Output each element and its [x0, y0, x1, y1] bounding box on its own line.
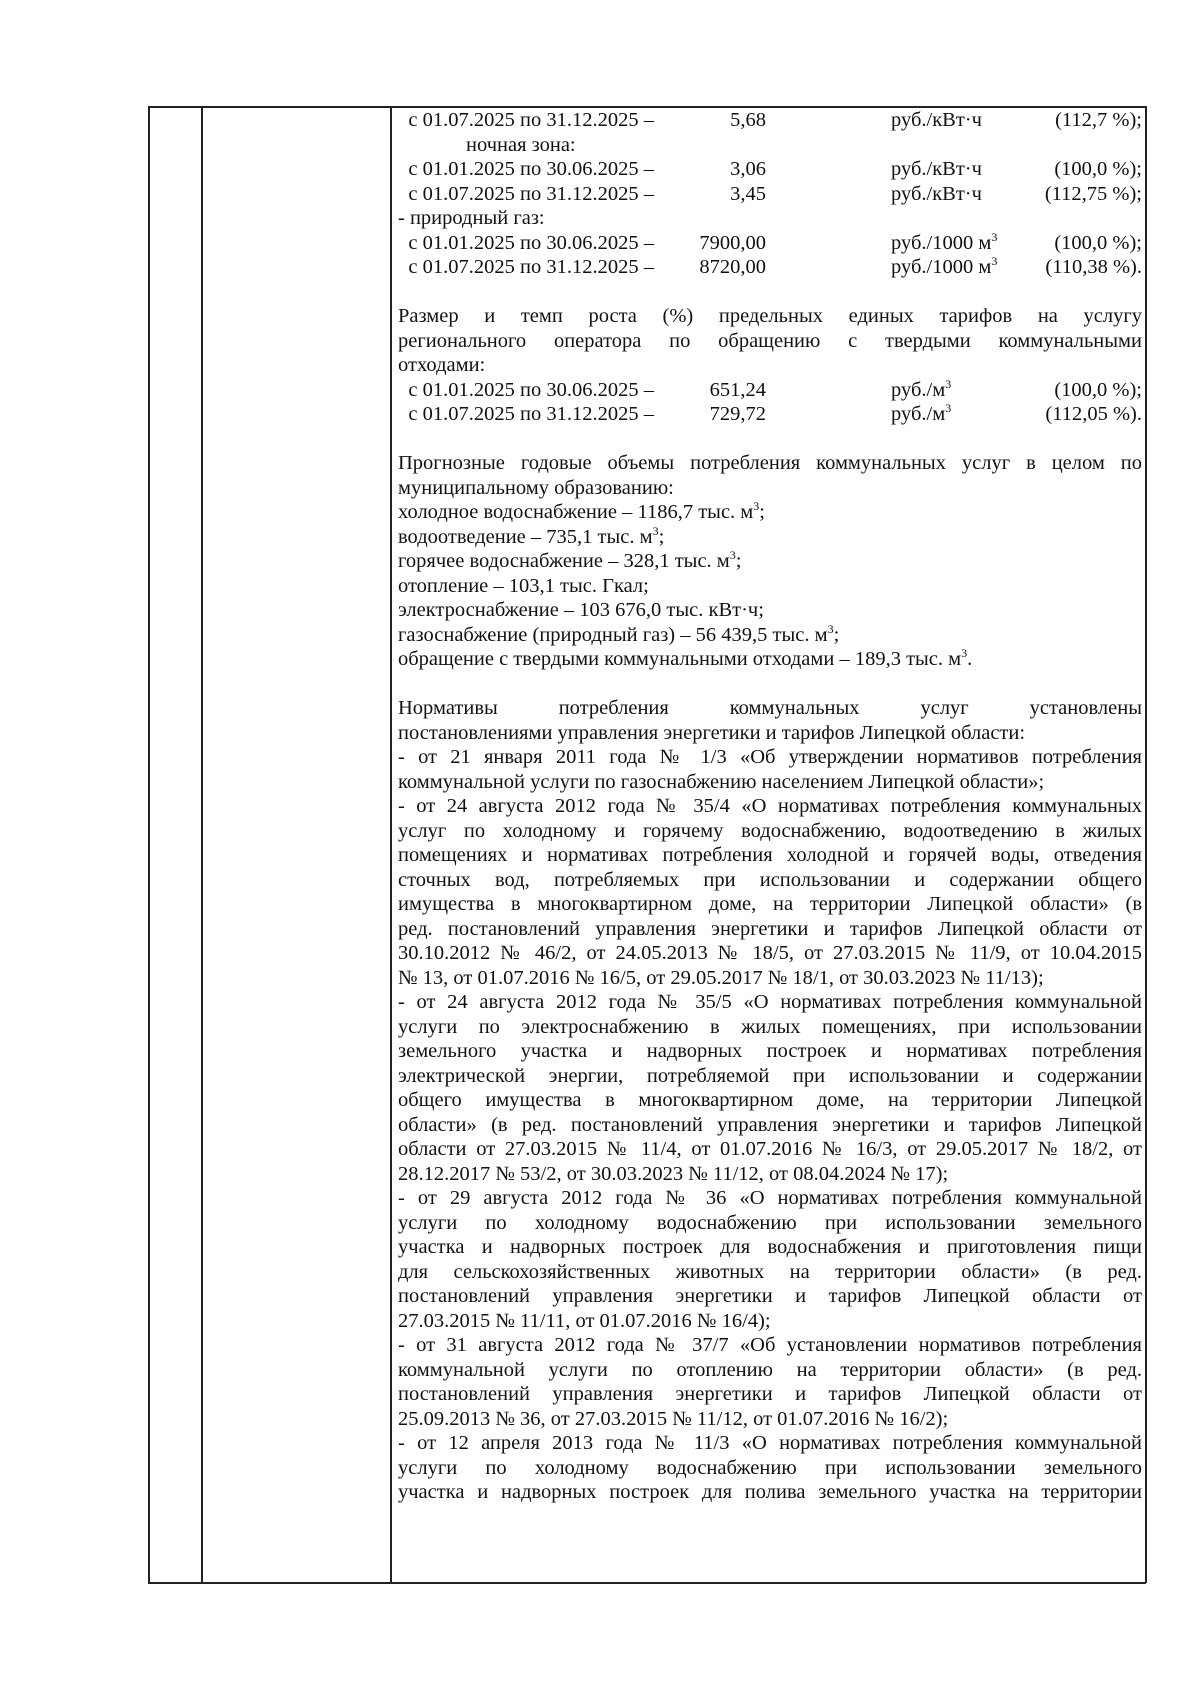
tariff-row — [398, 182, 1142, 207]
norms-line: Нормативы потребления коммунальных услуг установлены — [398, 697, 1142, 719]
volume-item — [398, 574, 1142, 599]
volume-tail: ; — [833, 623, 840, 646]
norms-line: услуги по электроснабжению в жилых помещениях, при использовании — [398, 1015, 1142, 1038]
tariff-growth: (112,7 %); — [1055, 109, 1142, 131]
norms-line: ред. постановлений управления энергетики и тарифов Липецкой области от — [398, 917, 1142, 940]
norms-line: постановлениями управления энергетики и тарифов Липецкой области: — [398, 721, 1026, 744]
gas-label: - природный газ: — [398, 207, 545, 229]
tariff-rows-gas — [398, 231, 1142, 280]
tariff-row — [398, 231, 1142, 256]
norms-line: помещениях и нормативах потребления холодной и горячей воды, отведения — [398, 844, 1142, 866]
tariff-growth: (100,0 %); — [1054, 158, 1142, 180]
tariff-row — [398, 378, 1142, 403]
tariff-unit — [891, 402, 951, 427]
waste-text-line: Размер и темп роста (%) предельных единых тарифов на услугу — [398, 305, 1142, 327]
unit-superscript: 3 — [991, 229, 998, 244]
volume-item — [398, 525, 1142, 550]
tariff-unit: руб./кВт·ч — [891, 109, 982, 131]
norms-line: - от 12 апреля 2013 года № 11/3 «О нормативах потребления коммунальной — [398, 1432, 1142, 1454]
norms-line: - от 29 августа 2012 года № 36 «О нормативах потребления коммунальной — [398, 1187, 1142, 1209]
norms-line: коммунальной услуги по газоснабжению населением Липецкой области»; — [398, 770, 1045, 793]
table-col-border-3 — [390, 106, 392, 1583]
volume-item — [398, 549, 1142, 574]
volume-tail: ; — [658, 525, 665, 548]
unit-text: руб./1000 м — [891, 256, 992, 278]
unit-text: руб./1000 м — [891, 231, 992, 254]
volume-tail: ; — [759, 501, 765, 523]
unit-text: руб./м — [891, 378, 946, 401]
norms-line: услуги по холодному водоснабжению при использовании земельного — [398, 1456, 1142, 1479]
tariff-value: 5,68 — [730, 109, 766, 131]
table-col-border-4 — [1145, 106, 1147, 1583]
volume-text: водоотведение – 735,1 тыс. м — [398, 525, 653, 548]
volume-text: отопление – 103,1 тыс. Гкал; — [398, 574, 649, 597]
tariff-rows-night-zone — [398, 157, 1142, 206]
volumes-intro-line: Прогнозные годовые объемы потребления коммунальных услуг в целом по — [398, 452, 1142, 474]
tariff-value: 3,45 — [730, 182, 766, 205]
tariff-unit: руб./кВт·ч — [891, 158, 982, 180]
tariff-period: с 01.01.2025 по 30.06.2025 – — [408, 231, 654, 254]
tariff-row — [398, 255, 1142, 280]
tariff-row — [398, 157, 1142, 182]
volume-unit-superscript: 3 — [729, 548, 736, 563]
norms-line: общего имущества в многоквартирном доме, на территории Липецкой — [398, 1089, 1142, 1111]
tariff-value: 729,72 — [709, 403, 766, 425]
norms-line: электрической энергии, потребляемой при использовании и содержании — [398, 1064, 1142, 1087]
unit-superscript: 3 — [945, 401, 952, 416]
tariff-value: 7900,00 — [699, 231, 766, 254]
norms-text — [398, 696, 1142, 1505]
tariff-period: с 01.07.2025 по 31.12.2025 – — [408, 109, 654, 131]
norms-line: - от 24 августа 2012 года № 35/5 «О нормативах потребления коммунальной — [398, 991, 1142, 1013]
norms-line: - от 31 августа 2012 года № 37/7 «Об установлении нормативов потребления — [398, 1334, 1142, 1356]
volumes-list — [398, 500, 1142, 672]
norms-line: участка и надворных построек для водоснабжения и приготовления пищи — [398, 1236, 1142, 1258]
norms-line: сточных вод, потребляемых при использовании и содержании общего — [398, 868, 1142, 891]
norms-line: услуг по холодному и горячему водоснабжению, водоотведению в жилых — [398, 819, 1142, 842]
tariff-row — [398, 108, 1142, 133]
norms-line: для сельскохозяйственных животных на территории области» (в ред. — [398, 1260, 1142, 1283]
volume-text: электроснабжение – 103 676,0 тыс. кВт·ч; — [398, 599, 764, 621]
tariff-period: с 01.07.2025 по 31.12.2025 – — [408, 256, 654, 278]
norms-line: 30.10.2012 № 46/2, от 24.05.2013 № 18/5, от 27.03.2015 № 11/9, от 10.04.2015 — [398, 942, 1142, 964]
tariff-value: 651,24 — [709, 378, 766, 401]
tariff-value: 3,06 — [730, 158, 766, 180]
norms-line: коммунальной услуги по отоплению на территории области» (в ред. — [398, 1358, 1142, 1381]
tariff-growth: (110,38 %). — [1045, 256, 1142, 278]
volume-tail: . — [967, 648, 973, 670]
volume-text: обращение с твердыми коммунальными отходами – 189,3 тыс. м — [398, 648, 962, 670]
night-zone-label: ночная зона: — [466, 133, 576, 156]
tariff-unit — [891, 255, 997, 280]
norms-line: 28.12.2017 № 53/2, от 30.03.2023 № 11/12, от 08.04.2024 № 17); — [398, 1162, 949, 1185]
volume-unit-superscript: 3 — [961, 646, 968, 661]
tariff-growth: (100,0 %); — [1054, 378, 1142, 401]
unit-superscript: 3 — [945, 376, 952, 391]
tariff-period: с 01.01.2025 по 30.06.2025 – — [408, 378, 654, 401]
norms-line: имущества в многоквартирном доме, на территории Липецкой области» (в — [398, 893, 1142, 915]
volume-unit-superscript: 3 — [753, 499, 760, 514]
unit-text: руб./м — [891, 403, 946, 425]
tariff-value: 8720,00 — [699, 256, 766, 278]
tariff-growth: (112,75 %); — [1044, 182, 1142, 205]
waste-text-last: отходами: — [398, 354, 486, 376]
tariff-unit — [891, 231, 997, 256]
volume-unit-superscript: 3 — [652, 523, 659, 538]
tariff-period: с 01.07.2025 по 31.12.2025 – — [408, 182, 654, 205]
volume-item — [398, 647, 1142, 672]
volume-item — [398, 500, 1142, 525]
norms-line: постановлений управления энергетики и тарифов Липецкой области от — [398, 1383, 1142, 1405]
tariff-rows-waste — [398, 378, 1142, 427]
table-col-border-2 — [201, 106, 203, 1583]
norms-line: области от 27.03.2015 № 11/4, от 01.07.2016 № 16/3, от 29.05.2017 № 18/2, от — [398, 1138, 1142, 1160]
volumes-intro-last: муниципальному образованию: — [398, 476, 674, 499]
norms-line: области» (в ред. постановлений управления энергетики и тарифов Липецкой — [398, 1113, 1142, 1136]
tariff-unit: руб./кВт·ч — [891, 182, 982, 205]
norms-line: - от 24 августа 2012 года № 35/4 «О нормативах потребления коммунальных — [398, 795, 1142, 817]
norms-line: - от 21 января 2011 года № 1/3 «Об утверждении нормативов потребления — [398, 746, 1142, 768]
tariff-growth: (112,05 %). — [1045, 403, 1142, 425]
norms-line: постановлений управления энергетики и тарифов Липецкой области от — [398, 1285, 1142, 1307]
table-col-border-1 — [148, 106, 150, 1583]
waste-text-line: регионального оператора по обращению с твердыми коммунальными — [398, 329, 1142, 352]
table-content-cell — [398, 108, 1142, 1505]
tariff-unit — [891, 378, 951, 403]
unit-superscript: 3 — [991, 254, 998, 269]
norms-line: земельного участка и надворных построек и нормативах потребления — [398, 1040, 1142, 1062]
volume-text: газоснабжение (природный газ) – 56 439,5 тыс. м — [398, 623, 828, 646]
volume-item — [398, 623, 1142, 648]
volume-unit-superscript: 3 — [827, 621, 834, 636]
tariff-period: с 01.01.2025 по 30.06.2025 – — [408, 158, 654, 180]
volume-text: холодное водоснабжение – 1186,7 тыс. м — [398, 501, 754, 523]
norms-line: 25.09.2013 № 36, от 27.03.2015 № 11/12, от 01.07.2016 № 16/2); — [398, 1407, 949, 1430]
tariff-rows-day-zone — [398, 108, 1142, 133]
tariff-row — [398, 402, 1142, 427]
volume-item — [398, 598, 1142, 623]
table-bottom-border — [148, 1582, 1146, 1584]
tariff-growth: (100,0 %); — [1054, 231, 1142, 254]
norms-line: 27.03.2015 № 11/11, от 01.07.2016 № 16/4); — [398, 1309, 771, 1332]
norms-line: участка и надворных построек для полива земельного участка на территории — [398, 1481, 1142, 1503]
volume-tail: ; — [735, 550, 742, 572]
tariff-period: с 01.07.2025 по 31.12.2025 – — [408, 403, 654, 425]
volume-text: горячее водоснабжение – 328,1 тыс. м — [398, 550, 730, 572]
norms-line: услуги по холодному водоснабжению при использовании земельного — [398, 1211, 1142, 1234]
norms-line: № 13, от 01.07.2016 № 16/5, от 29.05.2017 № 18/1, от 30.03.2023 № 11/13); — [398, 966, 1044, 989]
